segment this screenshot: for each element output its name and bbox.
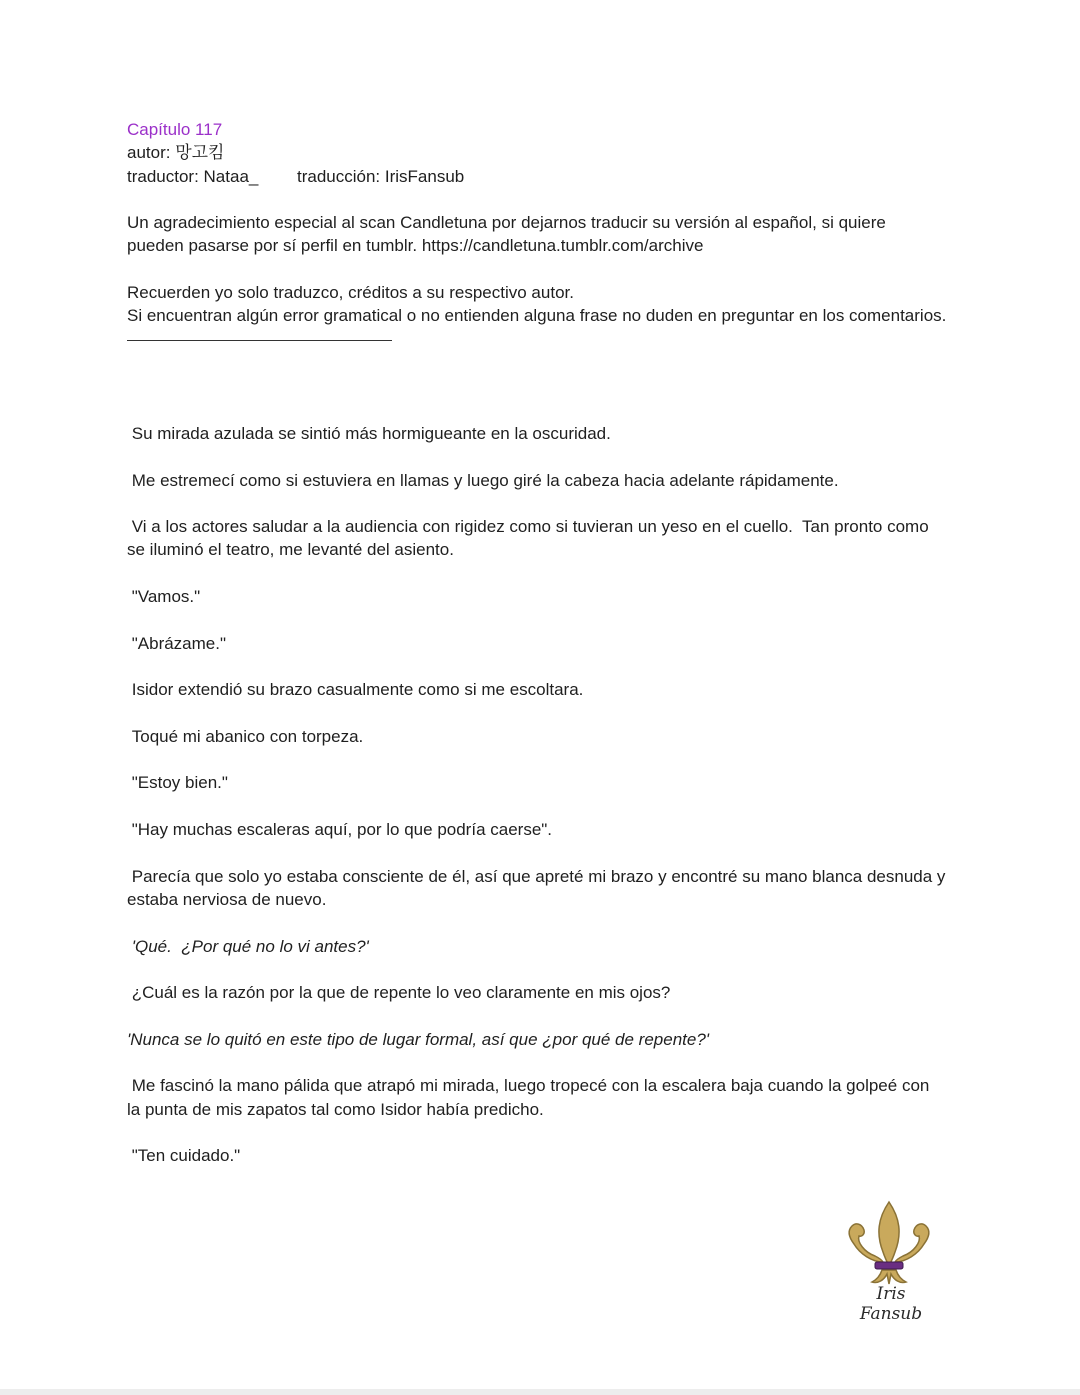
story-paragraph: Isidor extendió su brazo casualmente como si me escoltara.	[127, 680, 584, 700]
story-paragraph: "Hay muchas escaleras aquí, por lo que podría caerse".	[127, 820, 553, 840]
bottom-edge	[0, 1389, 1080, 1395]
story-paragraph: Toqué mi abanico con torpeza.	[127, 726, 364, 746]
story-paragraph: Parecía que solo yo estaba consciente de él, así que apreté mi brazo y encontré su mano blanca desnuda y estaba nerviosa de nuevo.	[127, 866, 951, 909]
story-body	[127, 422, 951, 1191]
note-line-2: Si encuentran algún error gramatical o no entienden alguna frase no duden en preguntar en los comentarios.	[127, 306, 947, 326]
story-paragraph: "Vamos."	[127, 587, 201, 607]
story-paragraph-thought: 'Nunca se lo quitó en este tipo de lugar formal, así que ¿por qué de repente?'	[127, 1029, 710, 1049]
story-paragraph: Vi a los actores saludar a la audiencia con rigidez como si tuvieran un yeso en el cuello. Tan pronto como se iluminó el teatro, me levanté del asiento.	[127, 517, 934, 560]
thanks-paragraph: Un agradecimiento especial al scan Candletuna por dejarnos traducir su versión al español, si quiere pueden pasarse por sí perfil en tumblr. https://candletuna.tumblr.com/archive	[127, 213, 891, 256]
separator-line	[127, 328, 392, 341]
story-paragraph-thought: 'Qué. ¿Por qué no lo vi antes?'	[127, 936, 369, 956]
document-header	[127, 118, 947, 341]
story-paragraph: ¿Cuál es la razón por la que de repente lo veo claramente en mis ojos?	[127, 983, 671, 1003]
story-paragraph: Me fascinó la mano pálida que atrapó mi mirada, luego tropecé con la escalera baja cuando la golpeé con la punta de mis zapatos tal como Isidor había predicho.	[127, 1076, 935, 1119]
note-line-1: Recuerden yo solo traduzco, créditos a su respectivo autor.	[127, 283, 574, 303]
story-paragraph: "Ten cuidado."	[127, 1146, 241, 1166]
translator-line: traductor: Nataa_	[127, 166, 259, 186]
translation-line: traducción: IrisFansub	[297, 166, 465, 186]
author-line: autor: 망고킴	[127, 143, 225, 163]
story-paragraph: Me estremecí como si estuviera en llamas y luego giré la cabeza hacia adelante rápidamente.	[127, 470, 839, 490]
chapter-title: Capítulo 117	[127, 120, 223, 139]
story-paragraph: "Abrázame."	[127, 633, 227, 653]
story-paragraph: Su mirada azulada se sintió más hormigueante en la oscuridad.	[127, 424, 611, 443]
logo-text: Iris Fansub	[859, 1284, 923, 1324]
credits-row	[127, 165, 947, 188]
story-paragraph: "Estoy bien."	[127, 773, 228, 793]
